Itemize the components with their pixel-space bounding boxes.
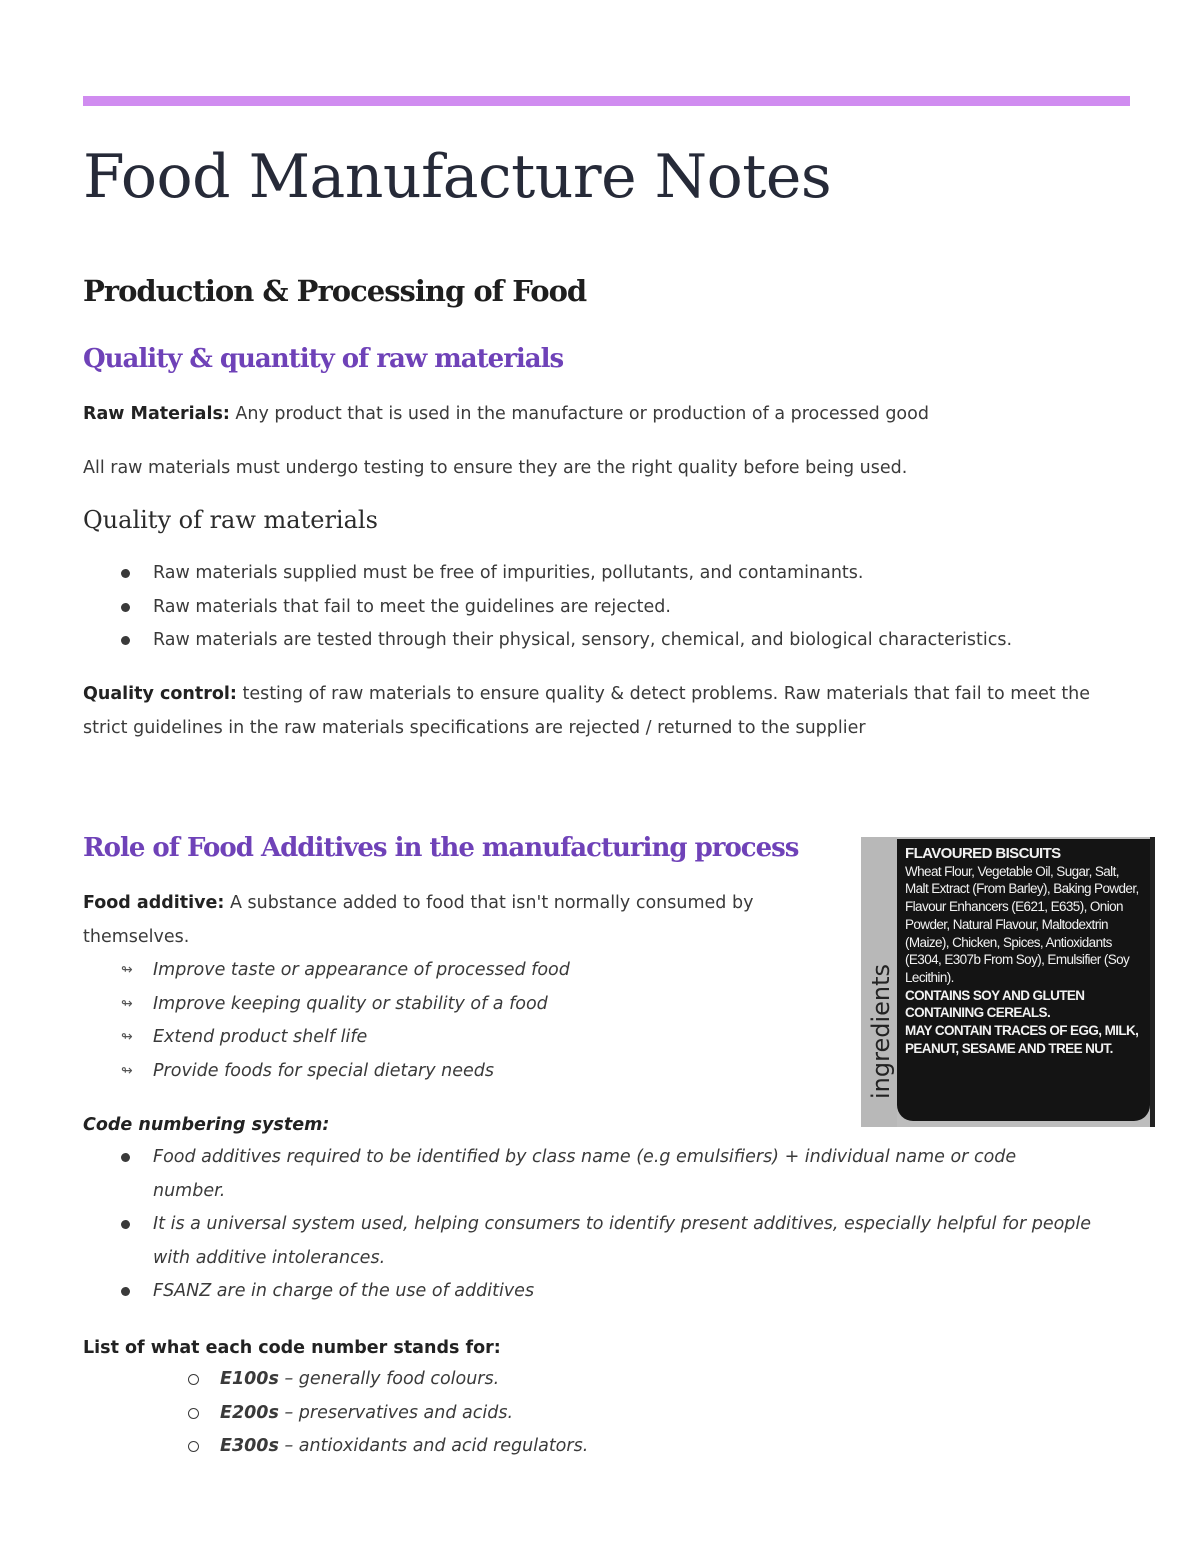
list-item-text: Improve taste or appearance of processed food: [153, 960, 570, 980]
quality-control-paragraph: [83, 677, 1133, 745]
subheading-raw-materials: Quality & quantity of raw materials: [83, 344, 564, 374]
food-additive-definition: [83, 886, 823, 954]
page-title: Food Manufacture Notes: [83, 142, 832, 212]
code-label: E300s: [220, 1436, 279, 1456]
list-item: [150, 1363, 950, 1397]
code-description: – antioxidants and acid regulators.: [278, 1436, 589, 1456]
raw-materials-testing-note: All raw materials must undergo testing to ensure they are the right quality before being used.: [83, 458, 908, 478]
label-allergen-contains: CONTAINS SOY AND GLUTEN CONTAINING CEREALS.: [905, 987, 1085, 1021]
list-item: [83, 557, 1130, 591]
circle-bullet-icon: [188, 1374, 199, 1385]
section-heading-production: Production & Processing of Food: [83, 274, 587, 308]
list-item-text: Raw materials are tested through their physical, sensory, chemical, and biological characteristics.: [153, 630, 1013, 650]
ingredients-side-strip: [861, 837, 897, 1127]
list-item-text: Provide foods for special dietary needs: [153, 1060, 495, 1081]
bullet-icon: [121, 1153, 130, 1162]
food-additive-label: Food additive:: [83, 893, 225, 913]
raw-materials-definition: [83, 397, 929, 431]
list-item: [150, 1397, 950, 1431]
ingredients-label-image: [861, 837, 1155, 1127]
raw-materials-label: Raw Materials:: [83, 404, 230, 424]
quality-control-text: testing of raw materials to ensure quality & detect problems. Raw materials that fail to meet the strict guidelines in the raw materials specifications are rejected / returned to the supplier: [83, 684, 1091, 738]
circle-bullet-icon: [188, 1441, 199, 1452]
code-label: E200s: [220, 1402, 279, 1423]
ingredients-text-block: [905, 845, 1145, 1057]
label-ingredients: Wheat Flour, Vegetable Oil, Sugar, Salt, Malt Extract (From Barley), Baking Powder, Flavour Enhancers (E621, E635), Onion Powder, Natural Flavour, Maltodextrin (Maize), Chicken, Spices, Antioxidants (E304, E307b From Soy), Emulsifier (Soy Lecithin).: [905, 863, 1139, 985]
label-title: FLAVOURED BISCUITS: [905, 845, 1061, 862]
arrow-icon: ↬: [121, 962, 133, 978]
code-list-heading: [83, 1331, 501, 1365]
bullet-icon: [121, 1287, 130, 1296]
list-item-text: Extend product shelf life: [153, 1027, 368, 1047]
ingredients-side-text: ingredients: [867, 963, 895, 1099]
list-item: [83, 624, 1130, 658]
bullet-icon: [121, 569, 130, 578]
quality-bullet-list: [83, 557, 1130, 658]
list-item: [83, 591, 1130, 625]
list-item: [150, 1430, 950, 1464]
accent-bar: [83, 96, 1130, 106]
bullet-icon: [121, 636, 130, 645]
code-number-list: [150, 1363, 950, 1464]
raw-materials-text: Any product that is used in the manufacture or production of a processed good: [229, 404, 929, 424]
list-item: [83, 1141, 1093, 1208]
list-item: [83, 1055, 823, 1089]
arrow-icon: ↬: [121, 1062, 133, 1079]
ingredients-panel: [897, 839, 1150, 1121]
list-item-text: Raw materials that fail to meet the guidelines are rejected.: [153, 596, 671, 617]
code-description: – preservatives and acids.: [278, 1402, 514, 1423]
additive-purpose-list: [83, 954, 823, 1088]
label-allergen-may-contain: MAY CONTAIN TRACES OF EGG, MILK, PEANUT, SESAME AND TREE NUT.: [905, 1023, 1139, 1056]
list-item: [83, 1275, 1093, 1309]
bullet-icon: [121, 1220, 130, 1229]
code-label: E100s: [220, 1369, 279, 1389]
label-edge: [1150, 837, 1155, 1127]
quality-control-label: Quality control:: [83, 684, 237, 704]
food-additive-text: A substance added to food that isn't normally consumed by themselves.: [83, 893, 754, 947]
list-item: [83, 954, 823, 988]
arrow-icon: ↬: [121, 995, 133, 1012]
list-item-text: Raw materials supplied must be free of impurities, pollutants, and contaminants.: [153, 563, 864, 583]
list-item-text: Food additives required to be identified by class name (e.g emulsifiers) + individual name or code number.: [153, 1147, 1017, 1201]
code-list-label: List of what each code number stands for:: [83, 1338, 501, 1358]
list-item-text: Improve keeping quality or stability of a food: [153, 993, 548, 1014]
bullet-icon: [121, 603, 130, 612]
list-item: [83, 988, 823, 1022]
list-item: [83, 1208, 1093, 1275]
quality-raw-materials-heading: Quality of raw materials: [83, 506, 378, 534]
code-numbering-label: Code numbering system:: [83, 1115, 330, 1135]
section-heading-food-additives: Role of Food Additives in the manufacturing process: [83, 833, 799, 863]
list-item-text: It is a universal system used, helping consumers to identify present additives, especially helpful for people with additive intolerances.: [153, 1214, 1092, 1268]
circle-bullet-icon: [188, 1408, 199, 1419]
code-numbering-heading: [83, 1108, 329, 1142]
code-numbering-list: [83, 1141, 1093, 1309]
list-item: [83, 1021, 823, 1055]
arrow-icon: ↬: [121, 1029, 133, 1045]
list-item-text: FSANZ are in charge of the use of additives: [153, 1281, 535, 1301]
code-description: – generally food colours.: [278, 1369, 500, 1389]
